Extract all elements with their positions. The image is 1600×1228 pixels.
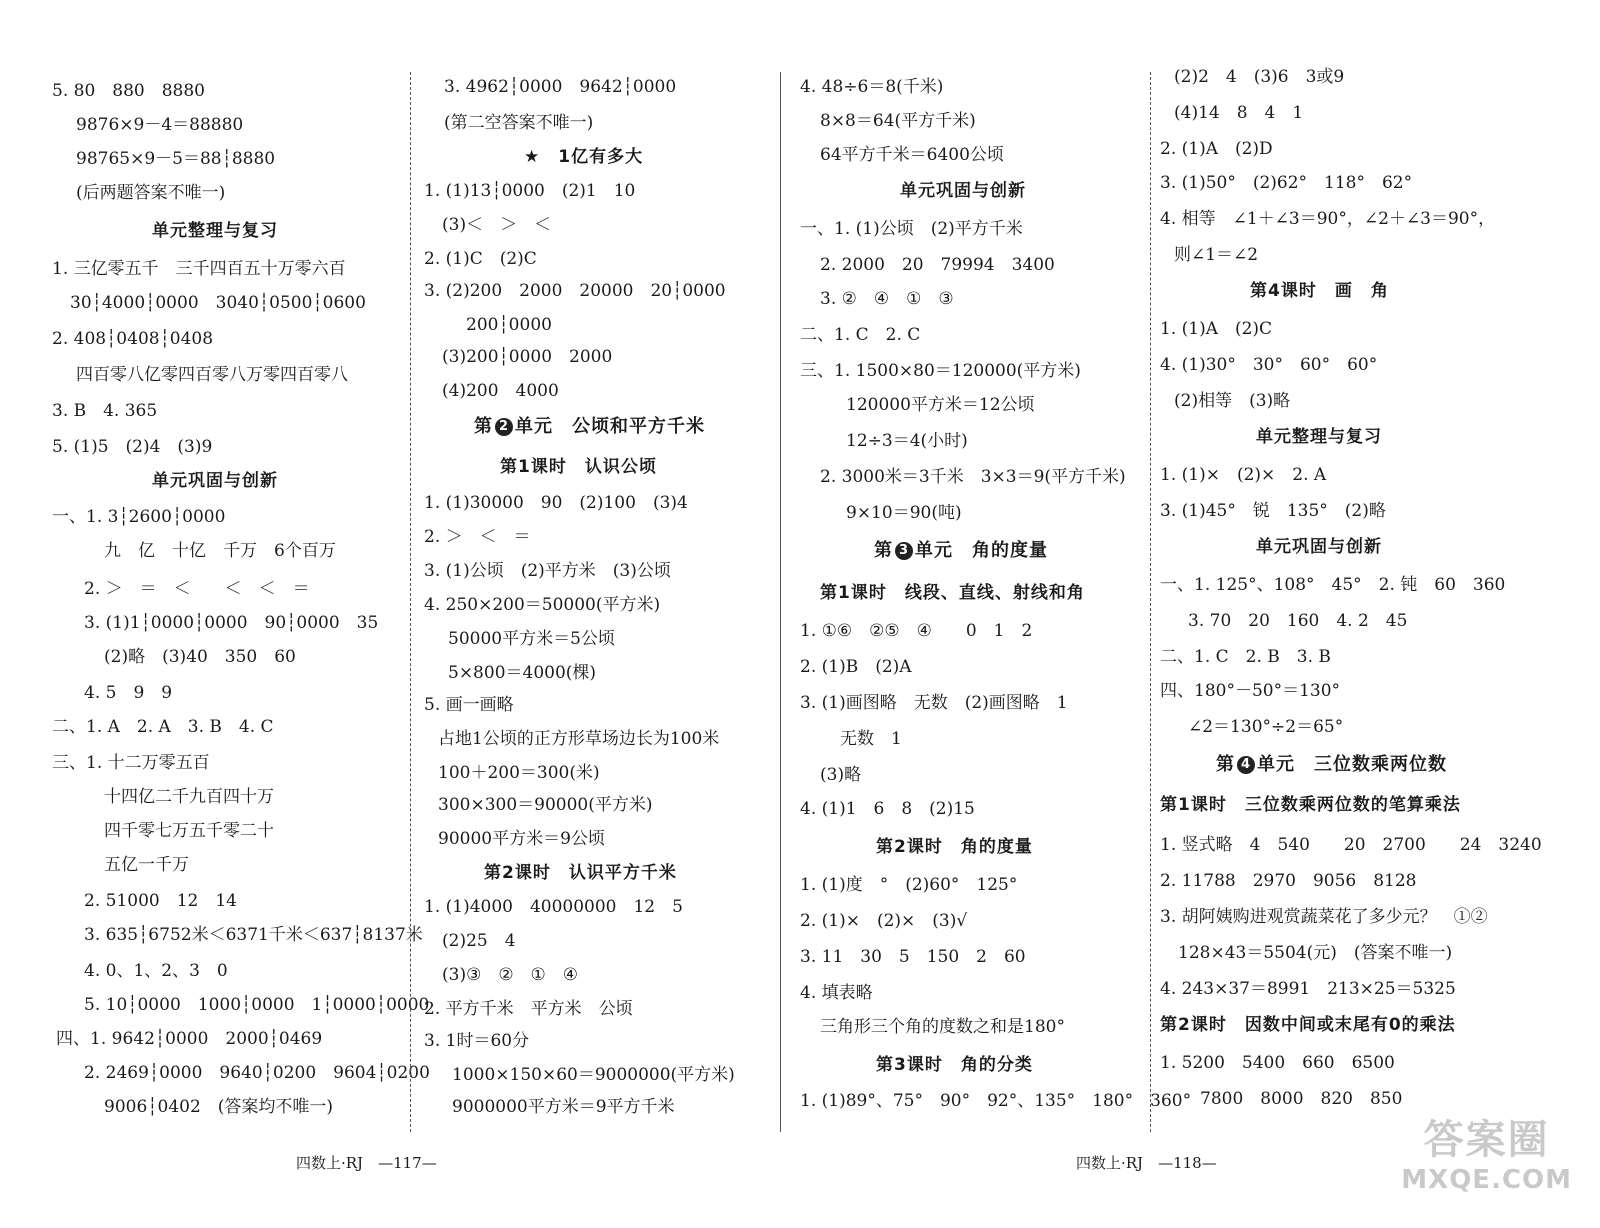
answer-line: 3. (1)45° 锐 135° (2)略 <box>1160 501 1386 521</box>
answer-line: (2)25 4 <box>442 931 516 951</box>
answer-line: 2. (1)A (2)D <box>1160 139 1273 159</box>
answer-line: 4. 0、1、2、3 0 <box>84 961 228 981</box>
answer-line: 十四亿二千九百四十万 <box>104 787 274 807</box>
answer-line: 1. (1)13┆0000 (2)1 10 <box>424 181 636 201</box>
answer-line: 1. 三亿零五千 三千四百五十万零六百 <box>52 259 346 279</box>
answer-line: 2. ＞ ＝ ＜ ＜ ＜ ＝ <box>84 579 310 599</box>
answer-line: 1. 5200 5400 660 6500 <box>1160 1053 1395 1073</box>
answer-line: 三、1. 十二万零五百 <box>52 753 210 773</box>
lesson-heading: 第4课时 画 角 <box>1250 281 1389 301</box>
answer-line: 5×800＝4000(棵) <box>448 663 597 683</box>
answer-line: 1. ①⑥ ②⑤ ④ 0 1 2 <box>800 621 1033 641</box>
answer-line: (3)③ ② ① ④ <box>442 965 579 985</box>
answer-line: 四、1. 9642┆0000 2000┆0469 <box>56 1029 323 1049</box>
unit-number-badge: 3 <box>895 542 913 560</box>
answer-line: 3. 70 20 160 4. 2 45 <box>1188 611 1408 631</box>
answer-line: 无数 1 <box>840 729 902 749</box>
answer-line: (2)略 (3)40 350 60 <box>104 647 296 667</box>
unit-heading <box>474 416 705 438</box>
answer-line: 5. 画一画略 <box>424 695 514 715</box>
answer-line: 2. ＞ ＜ ＝ <box>424 527 531 547</box>
answer-line: 2. 平方千米 平方米 公顷 <box>424 999 633 1019</box>
lesson-heading: 第1课时 认识公顷 <box>500 457 657 477</box>
answer-line: 3. 11 30 5 150 2 60 <box>800 947 1026 967</box>
answer-line: (4)14 8 4 1 <box>1174 103 1304 123</box>
unit-title-text: 单元 角的度量 <box>915 540 1048 561</box>
answer-line: 5. 10┆0000 1000┆0000 1┆0000┆0000 <box>84 995 430 1015</box>
lesson-heading: 第2课时 角的度量 <box>876 837 1033 857</box>
answer-line: 3. (2)200 2000 20000 20┆0000 <box>424 281 726 301</box>
answer-line: 2. 2469┆0000 9640┆0200 9604┆0200 <box>84 1063 430 1083</box>
answer-line: 一、1. 3┆2600┆0000 <box>52 507 226 527</box>
unit-number-badge: 4 <box>1237 756 1255 774</box>
answer-line: 64平方千米＝6400公顷 <box>820 145 1004 165</box>
answer-line: 4. 相等 ∠1＋∠3＝90°，∠2＋∠3＝90°， <box>1160 209 1496 229</box>
answer-line: 1. (1)30000 90 (2)100 (3)4 <box>424 493 688 513</box>
unit-prefix: 第 <box>1216 754 1235 775</box>
answer-line: 128×43＝5504(元) (答案不唯一) <box>1178 943 1453 963</box>
answer-line: 3. (1)50° (2)62° 118° 62° <box>1160 173 1413 193</box>
answer-line: 4. 5 9 9 <box>84 683 173 703</box>
answer-line: 3. 1时＝60分 <box>424 1031 530 1051</box>
answer-line: (3)200┆0000 2000 <box>442 347 613 367</box>
answer-line: 4. 250×200＝50000(平方米) <box>424 595 661 615</box>
answer-line: 7800 8000 820 850 <box>1200 1089 1403 1109</box>
unit-number-badge: 2 <box>495 418 513 436</box>
page-divider <box>780 72 781 1132</box>
answer-line: ∠2＝130°÷2＝65° <box>1188 717 1344 737</box>
answer-line: 4. (1)1 6 8 (2)15 <box>800 799 975 819</box>
unit-prefix: 第 <box>474 416 493 437</box>
section-heading: 单元整理与复习 <box>152 221 278 241</box>
answer-line: 二、1. A 2. A 3. B 4. C <box>52 717 274 737</box>
column-divider <box>1150 72 1151 1132</box>
answer-line: 1000×150×60＝9000000(平方米) <box>452 1065 735 1085</box>
answer-line: 九 亿 十亿 千万 6个百万 <box>104 541 336 561</box>
answer-line: 5. 80 880 8880 <box>52 81 205 101</box>
answer-line: 120000平方米＝12公顷 <box>846 395 1035 415</box>
answer-line: 2. 11788 2970 9056 8128 <box>1160 871 1417 891</box>
answer-line: 1. 竖式略 4 540 20 2700 24 3240 <box>1160 835 1542 855</box>
page-footer-right: 四数上·RJ —118— <box>1076 1154 1217 1172</box>
answer-line: 1. (1)89°、75° 90° 92°、135° 180° 360° <box>800 1091 1192 1111</box>
answer-line: 二、1. C 2. B 3. B <box>1160 647 1331 667</box>
section-heading: ★ 1亿有多大 <box>524 147 644 167</box>
answer-line: 3. 635┆6752米＜6371千米＜637┆8137米 <box>84 925 423 945</box>
answer-line: 3. (1)公顷 (2)平方米 (3)公顷 <box>424 561 671 581</box>
answer-line: (第二空答案不唯一) <box>444 113 594 133</box>
watermark-title: 答案圈 <box>1423 1117 1550 1163</box>
answer-line: 50000平方米＝5公顷 <box>448 629 615 649</box>
answer-line: 四千零七万五千零二十 <box>104 821 274 841</box>
answer-line: 3. 胡阿姨购进观赏蔬菜花了多少元？ ①② <box>1160 907 1488 927</box>
answer-line: 200┆0000 <box>466 315 552 335</box>
answer-line: 一、1. (1)公顷 (2)平方千米 <box>800 219 1023 239</box>
answer-line: 2. (1)× (2)× (3)√ <box>800 911 968 931</box>
answer-line: 3. ② ④ ① ③ <box>820 289 954 309</box>
answer-line: 3. B 4. 365 <box>52 401 158 421</box>
column-divider <box>410 72 411 1132</box>
lesson-heading: 第2课时 认识平方千米 <box>484 863 677 883</box>
unit-title-text: 单元 三位数乘两位数 <box>1257 754 1447 775</box>
answer-line: 五亿一千万 <box>104 855 189 875</box>
answer-line: 2. 3000米＝3千米 3×3＝9(平方千米) <box>820 467 1126 487</box>
answer-line: (4)200 4000 <box>442 381 559 401</box>
answer-line: (3)略 <box>820 765 862 785</box>
answer-line: 3. 4962┆0000 9642┆0000 <box>444 77 677 97</box>
section-heading: 单元巩固与创新 <box>1256 537 1382 557</box>
answer-line: 12÷3＝4(小时) <box>846 431 968 451</box>
answer-line: 9006┆0402 (答案均不唯一) <box>104 1097 334 1117</box>
answer-line: 2. 2000 20 79994 3400 <box>820 255 1055 275</box>
answer-line: 1. (1)度 ° (2)60° 125° <box>800 875 1018 895</box>
answer-line: 3. (1)1┆0000┆0000 90┆0000 35 <box>84 613 379 633</box>
answer-line: 90000平方米＝9公顷 <box>438 829 605 849</box>
lesson-heading: 第2课时 因数中间或末尾有0的乘法 <box>1160 1015 1456 1035</box>
answer-line: 4. 243×37＝8991 213×25＝5325 <box>1160 979 1456 999</box>
answer-line: 9×10＝90(吨) <box>846 503 962 523</box>
lesson-heading: 第3课时 角的分类 <box>876 1055 1033 1075</box>
answer-line: 98765×9－5＝88┆8880 <box>76 149 276 169</box>
answer-line: 1. (1)× (2)× 2. A <box>1160 465 1327 485</box>
answer-line: 1. (1)4000 40000000 12 5 <box>424 897 683 917</box>
answer-line: 三、1. 1500×80＝120000(平方米) <box>800 361 1081 381</box>
page-footer-left: 四数上·RJ —117— <box>296 1154 437 1172</box>
lesson-heading: 第1课时 线段、直线、射线和角 <box>820 583 1085 603</box>
watermark-url: MXQE.COM <box>1401 1165 1572 1195</box>
answer-line: 一、1. 125°、108° 45° 2. 钝 60 360 <box>1160 575 1506 595</box>
answer-line: 2. (1)C (2)C <box>424 249 537 269</box>
answer-line: 二、1. C 2. C <box>800 325 921 345</box>
answer-line: 100＋200＝300(米) <box>438 763 600 783</box>
unit-title-text: 单元 公顷和平方千米 <box>515 416 705 437</box>
answer-line: 1. (1)A (2)C <box>1160 319 1273 339</box>
answer-line: (2)2 4 (3)6 3或9 <box>1174 67 1345 87</box>
answer-line: 四、180°－50°＝130° <box>1160 681 1341 701</box>
answer-line: 5. (1)5 (2)4 (3)9 <box>52 437 213 457</box>
section-heading: 单元巩固与创新 <box>900 181 1026 201</box>
answer-line: 2. (1)B (2)A <box>800 657 912 677</box>
answer-line: 4. 48÷6＝8(千米) <box>800 77 944 97</box>
lesson-heading: 第1课时 三位数乘两位数的笔算乘法 <box>1160 795 1461 815</box>
answer-line: (后两题答案不唯一) <box>76 183 226 203</box>
unit-prefix: 第 <box>874 540 893 561</box>
answer-line: 三角形三个角的度数之和是180° <box>820 1017 1065 1037</box>
answer-line: 3. (1)画图略 无数 (2)画图略 1 <box>800 693 1068 713</box>
answer-line: 8×8＝64(平方千米) <box>820 111 976 131</box>
answer-line: 四百零八亿零四百零八万零四百零八 <box>76 365 348 385</box>
answer-line: 2. 408┆0408┆0408 <box>52 329 214 349</box>
unit-heading <box>1216 754 1447 776</box>
answer-line: (2)相等 (3)略 <box>1174 391 1291 411</box>
section-heading: 单元巩固与创新 <box>152 471 278 491</box>
unit-heading <box>874 540 1048 562</box>
answer-line: 30┆4000┆0000 3040┆0500┆0600 <box>70 293 366 313</box>
answer-line: 300×300＝90000(平方米) <box>438 795 653 815</box>
section-heading: 单元整理与复习 <box>1256 427 1382 447</box>
answer-line: 2. 51000 12 14 <box>84 891 237 911</box>
answer-line: 则∠1＝∠2 <box>1174 245 1259 265</box>
answer-line: 4. (1)30° 30° 60° 60° <box>1160 355 1378 375</box>
answer-line: (3)＜ ＞ ＜ <box>442 215 552 235</box>
answer-line: 9876×9－4＝88880 <box>76 115 244 135</box>
answer-line: 占地1公顷的正方形草场边长为100米 <box>438 729 720 749</box>
answer-line: 4. 填表略 <box>800 983 873 1003</box>
watermark-logo <box>1401 1108 1572 1195</box>
answer-line: 9000000平方米＝9平方千米 <box>452 1097 675 1117</box>
